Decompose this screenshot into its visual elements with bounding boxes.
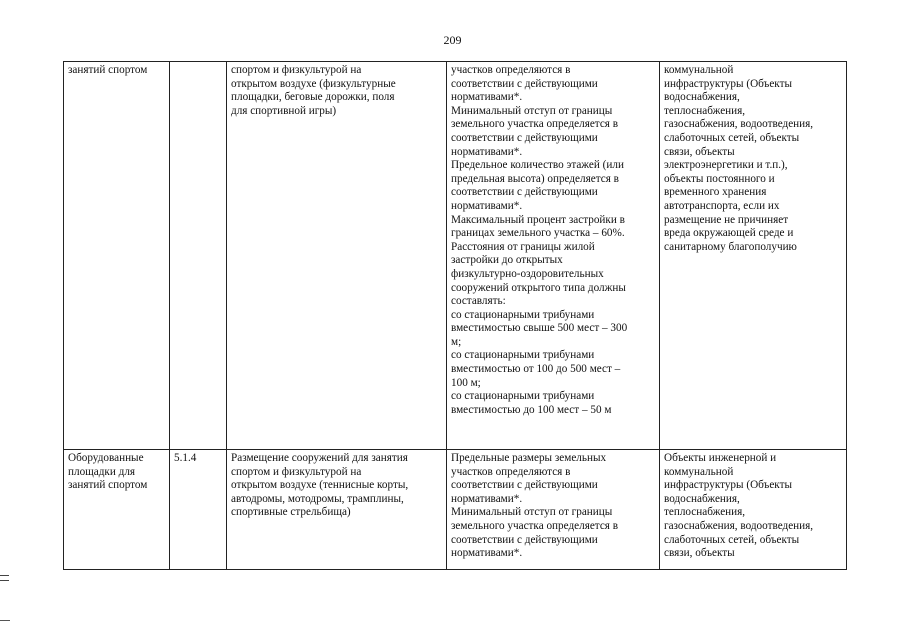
text-line: связи, объекты (664, 547, 735, 560)
page-number: 209 (443, 33, 462, 47)
text-line: теплоснабжения, (664, 104, 746, 117)
text-line: участков определяются в (451, 64, 571, 76)
text-line: сооружений открытого типа должны (451, 281, 626, 294)
cell-parameters (447, 62, 660, 450)
text-line: соответствии с действующими (451, 131, 598, 144)
cell-conditional-use (660, 450, 847, 570)
text-line: водоснабжения, (664, 91, 740, 104)
text-line: Оборудованные (68, 452, 144, 464)
scan-mark (0, 575, 9, 576)
text-line: Минимальный отступ от границы (451, 104, 613, 117)
land-use-table (63, 61, 847, 570)
text-line: нормативами*. (451, 199, 523, 212)
text-line: Размещение сооружений для занятия (231, 452, 408, 464)
text-line: нормативами*. (451, 91, 523, 104)
table-row (64, 62, 847, 450)
text-line: связи, объекты (664, 145, 735, 158)
text-line: соответствии с действующими (451, 479, 598, 492)
text-line: соответствии с действующими (451, 186, 598, 199)
text-line: водоснабжения, (664, 492, 740, 505)
text-line: занятий спортом (68, 479, 148, 492)
text-line: теплоснабжения, (664, 506, 746, 519)
cell-description (227, 62, 447, 450)
text-line: Максимальный процент застройки в (451, 213, 625, 226)
text-line: Минимальный отступ от границы (451, 506, 613, 519)
text-line: нормативами*. (451, 492, 523, 505)
text-line: инфраструктуры (Объекты (664, 77, 793, 90)
text-line: застройки до открытых (451, 254, 563, 267)
text-line: спортивные стрельбища) (231, 506, 351, 519)
text-line: открытом воздухе (теннисные корты, (231, 479, 409, 492)
text-line: Предельное количество этажей (или (451, 159, 624, 172)
text-line: размещение не причиняет (664, 213, 789, 226)
text-line: открытом воздухе (физкультурные (231, 77, 396, 90)
cell-parameters (447, 450, 660, 570)
text-line: временного хранения (664, 186, 767, 199)
cell-description (227, 450, 447, 570)
text-line: инфраструктуры (Объекты (664, 479, 793, 492)
text-line: нормативами*. (451, 547, 523, 560)
text-line: составлять: (451, 295, 506, 308)
text-line: газоснабжения, водоотведения, (664, 519, 814, 532)
text-line: площадки для (68, 465, 136, 478)
cell-name (64, 450, 170, 570)
cell-name (64, 62, 170, 450)
text-line: занятий спортом (68, 64, 148, 76)
text-line: электроэнергетики и т.п.), (664, 159, 788, 172)
text-line: границах земельного участка – 60%. (451, 227, 625, 240)
text-line: санитарному благополучию (664, 240, 797, 253)
text-line: для спортивной игры) (231, 104, 337, 117)
text-line: газоснабжения, водоотведения, (664, 118, 814, 131)
cell-code (170, 62, 227, 450)
cell-conditional-use (660, 62, 847, 450)
text-line: со стационарными трибунами (451, 308, 595, 321)
scan-mark (0, 580, 9, 581)
text-line: коммунальной (664, 465, 734, 478)
text-line: соответствии с действующими (451, 533, 598, 546)
text-line: вместимостью свыше 500 мест – 300 (451, 322, 628, 335)
text-line: соответствии с действующими (451, 77, 598, 90)
text-line: спортом и физкультурой на (231, 64, 362, 76)
text-line: коммунальной (664, 64, 734, 76)
cell-code (170, 450, 227, 570)
text-line: участков определяются в (451, 465, 571, 478)
text-line: автотранспорта, если их (664, 199, 780, 212)
text-line: вместимостью от 100 до 500 мест – (451, 363, 621, 376)
text-line: Объекты инженерной и (664, 452, 777, 464)
text-line: вреда окружающей среде и (664, 227, 794, 240)
table-row (64, 450, 847, 570)
text-line: земельного участка определяется в (451, 118, 619, 131)
text-line: физкультурно-оздоровительных (451, 267, 604, 280)
text-line: 5.1.4 (174, 452, 197, 464)
text-line: площадки, беговые дорожки, поля (231, 91, 395, 104)
text-line: м; (451, 335, 462, 348)
text-line: со стационарными трибунами (451, 349, 595, 362)
text-line: со стационарными трибунами (451, 390, 595, 403)
text-line: Расстояния от границы жилой (451, 240, 595, 253)
text-line: 100 м; (451, 376, 481, 389)
text-line: земельного участка определяется в (451, 519, 619, 532)
text-line: Предельные размеры земельных (451, 452, 607, 464)
text-line: слаботочных сетей, объекты (664, 131, 800, 144)
text-line: объекты постоянного и (664, 172, 775, 185)
text-line: вместимостью до 100 мест – 50 м (451, 403, 612, 416)
text-line: автодромы, мотодромы, трамплины, (231, 492, 404, 505)
text-line: нормативами*. (451, 145, 523, 158)
text-line: спортом и физкультурой на (231, 465, 362, 478)
scan-mark (0, 620, 10, 621)
text-line: предельная высота) определяется в (451, 172, 619, 185)
text-line: слаботочных сетей, объекты (664, 533, 800, 546)
